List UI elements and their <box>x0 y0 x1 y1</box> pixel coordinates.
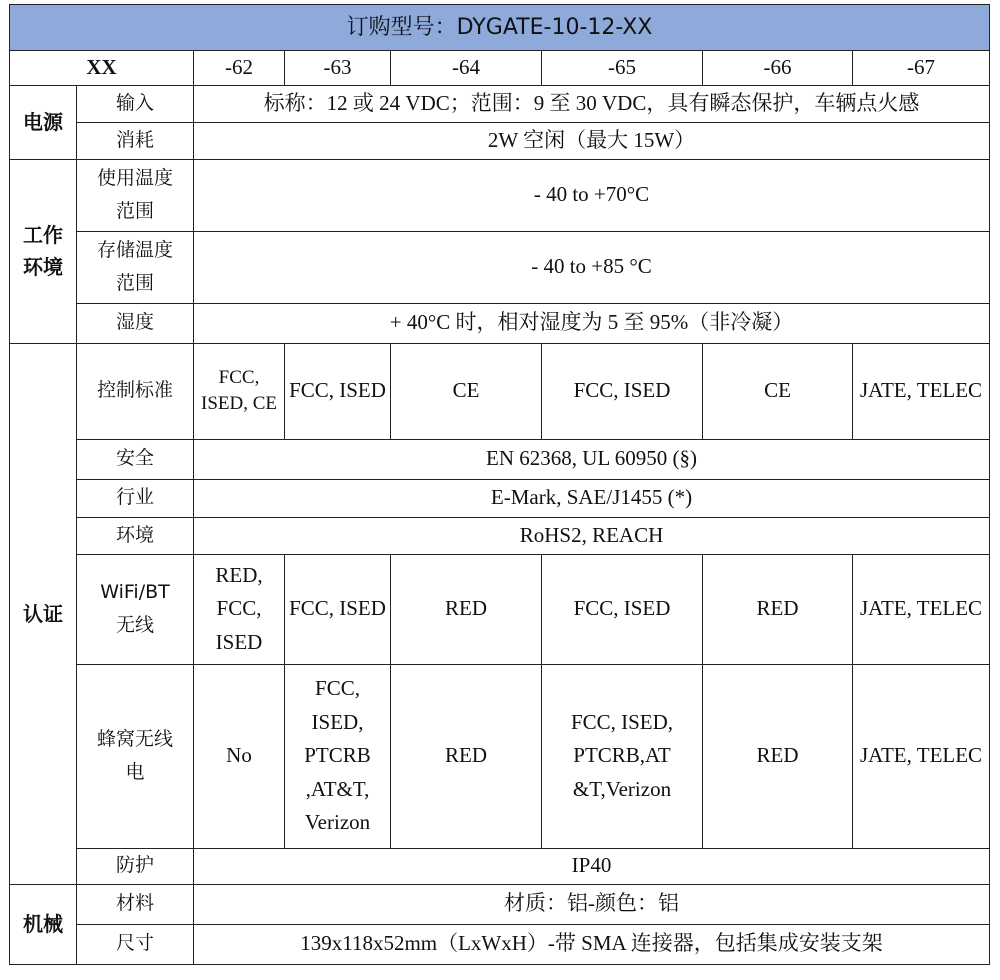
op-temp-label-line2: 范围 <box>115 200 154 223</box>
model-67: -67 <box>853 51 990 86</box>
title-row <box>10 5 990 51</box>
industry-label: 行业 <box>77 479 194 517</box>
wifi-62: RED, FCC, ISED <box>194 554 285 664</box>
power-group-label: 电源 <box>10 85 77 159</box>
humidity-label: 湿度 <box>77 303 194 343</box>
control-standard-label: 控制标准 <box>77 343 194 439</box>
wifi-bt-row <box>10 554 990 664</box>
mechanical-group-label: 机械 <box>10 884 77 964</box>
op-temp-label <box>77 159 194 231</box>
wifi-bt-label-line1: WiFi/BT <box>100 580 170 603</box>
wifi-65: FCC, ISED <box>542 554 703 664</box>
op-temp-value: - 40 to +70°C <box>194 159 990 231</box>
cellular-66: RED <box>703 664 853 848</box>
op-temp-label-line1: 使用温度 <box>96 166 173 189</box>
safety-row <box>10 439 990 479</box>
storage-temp-label <box>77 231 194 303</box>
page-title: 订购型号：DYGATE-10-12-XX <box>10 5 990 51</box>
cert-environment-label: 环境 <box>77 517 194 554</box>
size-row <box>10 924 990 964</box>
cellular-62: No <box>194 664 285 848</box>
consumption-label: 消耗 <box>77 122 194 159</box>
control-65: FCC, ISED <box>542 343 703 439</box>
wifi-67: JATE, TELEC <box>853 554 990 664</box>
cellular-label-line2: 电 <box>125 761 145 784</box>
input-label: 输入 <box>77 85 194 122</box>
power-consumption-row <box>10 122 990 159</box>
control-66: CE <box>703 343 853 439</box>
control-standard-row <box>10 343 990 439</box>
cellular-65: FCC, ISED, PTCRB,AT &T,Verizon <box>542 664 703 848</box>
storage-temp-value: - 40 to +85 °C <box>194 231 990 303</box>
model-62: -62 <box>194 51 285 86</box>
model-66: -66 <box>703 51 853 86</box>
wifi-63: FCC, ISED <box>285 554 391 664</box>
storage-temp-label-line2: 范围 <box>115 272 154 295</box>
wifi-66: RED <box>703 554 853 664</box>
environment-group-line2: 环境 <box>23 255 63 280</box>
input-value: 标称：12 或 24 VDC；范围：9 至 30 VDC，具有瞬态保护，车辆点火感 <box>194 85 990 122</box>
wifi-bt-label-line2: 无线 <box>115 614 154 637</box>
cert-environment-row <box>10 517 990 554</box>
material-row <box>10 884 990 924</box>
op-temp-row <box>10 159 990 231</box>
safety-value: EN 62368, UL 60950 (§) <box>194 439 990 479</box>
control-67: JATE, TELEC <box>853 343 990 439</box>
material-label: 材料 <box>77 884 194 924</box>
cellular-label-line1: 蜂窝无线 <box>96 727 173 750</box>
cellular-label <box>77 664 194 848</box>
cellular-63: FCC, ISED, PTCRB ,AT&T, Verizon <box>285 664 391 848</box>
xx-header: XX <box>10 51 194 86</box>
industry-row <box>10 479 990 517</box>
humidity-value: + 40°C 时，相对湿度为 5 至 95%（非冷凝） <box>194 303 990 343</box>
model-header-row <box>10 51 990 86</box>
control-62: FCC, ISED, CE <box>194 343 285 439</box>
wifi-bt-label <box>77 554 194 664</box>
power-input-row <box>10 85 990 122</box>
spec-table <box>9 4 990 965</box>
safety-label: 安全 <box>77 439 194 479</box>
storage-temp-label-line1: 存储温度 <box>96 238 173 261</box>
environment-group-line1: 工作 <box>23 223 63 248</box>
size-value: 139x118x52mm（LxWxH）-带 SMA 连接器，包括集成安装支架 <box>194 924 990 964</box>
environment-group-label <box>10 159 77 343</box>
model-65: -65 <box>542 51 703 86</box>
protection-row <box>10 848 990 884</box>
cellular-67: JATE, TELEC <box>853 664 990 848</box>
protection-value: IP40 <box>194 848 990 884</box>
industry-value: E-Mark, SAE/J1455 (*) <box>194 479 990 517</box>
certification-group-label: 认证 <box>10 343 77 884</box>
model-64: -64 <box>391 51 542 86</box>
model-63: -63 <box>285 51 391 86</box>
cellular-row <box>10 664 990 848</box>
size-label: 尺寸 <box>77 924 194 964</box>
consumption-value: 2W 空闲（最大 15W） <box>194 122 990 159</box>
protection-label: 防护 <box>77 848 194 884</box>
cert-environment-value: RoHS2, REACH <box>194 517 990 554</box>
material-value: 材质：铝-颜色：铝 <box>194 884 990 924</box>
control-64: CE <box>391 343 542 439</box>
wifi-64: RED <box>391 554 542 664</box>
cellular-64: RED <box>391 664 542 848</box>
control-63: FCC, ISED <box>285 343 391 439</box>
humidity-row <box>10 303 990 343</box>
storage-temp-row <box>10 231 990 303</box>
